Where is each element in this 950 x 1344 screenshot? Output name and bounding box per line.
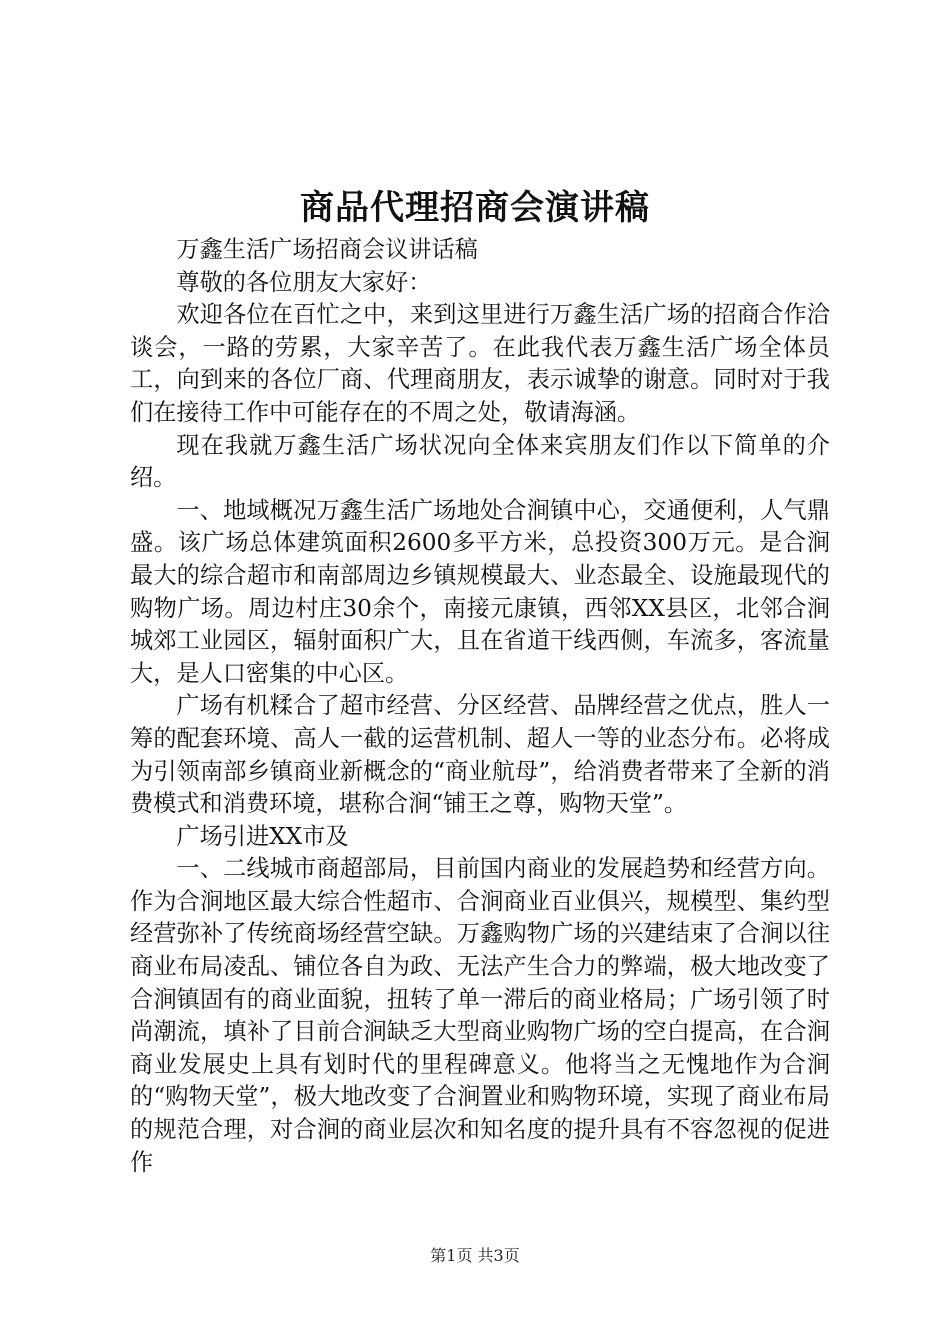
paragraph-location: 一、地域概况万鑫生活广场地处合涧镇中心，交通便利，人气鼎盛。该广场总体建筑面积2600多平方米，总投资300万元。是合涧最大的综合超市和南部周边乡镇规模最大、业态最全、设施最现代的购物广场。周边村庄30余个，南接元康镇，西邻XX县区，北邻合涧城郊工业园区，辐射面积广大，且在省道干线西侧，车流多，客流量大，是人口密集的中心区。 <box>130 496 830 687</box>
paragraph-introduce: 广场引进XX市及 <box>176 822 349 850</box>
paragraph-subtitle: 万鑫生活广场招商会议讲话稿 <box>176 236 478 263</box>
paragraph-greeting: 尊敬的各位朋友大家好： <box>176 268 432 296</box>
paragraph-intro: 现在我就万鑫生活广场状况向全体来宾朋友们作以下简单的介绍。 <box>130 431 830 492</box>
paragraph-trend: 一、二线城市商超部局，目前国内商业的发展趋势和经营方向。作为合涧地区最大综合性超市、合涧商业百业俱兴，规模型、集约型经营弥补了传统商场经营空缺。万鑫购物广场的兴建结束了合涧以往商业布局凌乱、铺位各自为政、无法产生合力的弊端，极大地改变了合涧镇固有的商业面貌，扭转了单一滞后的商业格局；广场引领了时尚潮流，填补了目前合涧缺乏大型商业购物广场的空白提高，在合涧商业发展史上具有划时代的里程碑意义。他将当之无愧地作为合涧的“购物天堂”，极大地改变了合涧置业和购物环境，实现了商业布局的规范合理，对合涧的商业层次和知名度的提升具有不容忽视的促进作 <box>130 855 830 1176</box>
paragraph-features: 广场有机糅合了超市经营、分区经营、品牌经营之优点，胜人一筹的配套环境、高人一截的运营机制、超人一等的业态分布。必将成为引领南部乡镇商业新概念的“商业航母”，给消费者带来了全新的消费模式和消费环境，堪称合涧“铺王之尊，购物天堂”。 <box>130 692 830 818</box>
document-title: 商品代理招商会演讲稿 <box>300 188 650 228</box>
document-body <box>130 234 830 1179</box>
paragraph-welcome: 欢迎各位在百忙之中，来到这里进行万鑫生活广场的招商合作洽谈会，一路的劳累，大家辛苦了。在此我代表万鑫生活广场全体员工，向到来的各位厂商、代理商朋友，表示诚挚的谢意。同时对于我们在接待工作中可能存在的不周之处，敬请海涵。 <box>130 301 830 426</box>
page-footer: 第1页 共3页 <box>430 1246 520 1265</box>
